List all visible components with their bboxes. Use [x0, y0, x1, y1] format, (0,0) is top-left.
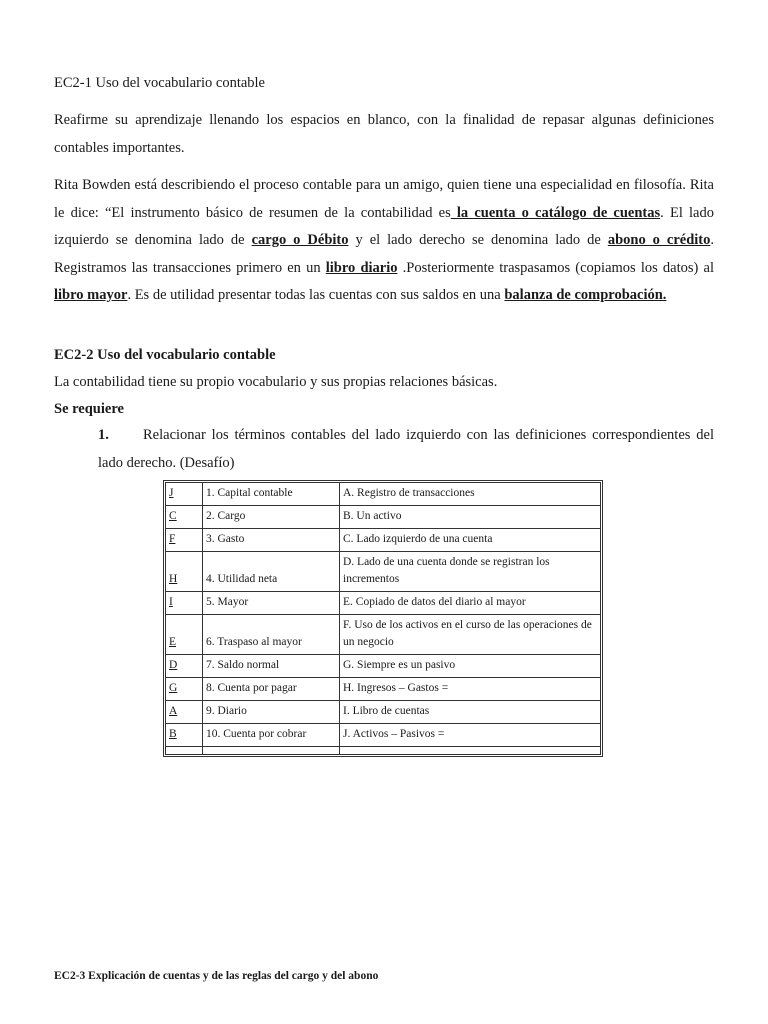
ec21-title: EC2-1 Uso del vocabulario contable	[54, 75, 265, 91]
ec22-title: EC2-2 Uso del vocabulario contable	[54, 347, 276, 363]
definition-cell: H. Ingresos – Gastos =	[340, 678, 600, 701]
answer-cell: A	[166, 701, 203, 724]
table-row	[166, 552, 600, 592]
table-row	[166, 655, 600, 678]
definition-cell: B. Un activo	[340, 506, 600, 529]
ec22-requirement: Se requiere	[54, 401, 124, 417]
ec21-answer-6: balanza de comprobación.	[504, 287, 667, 303]
answer-cell: I	[166, 592, 203, 615]
term-cell: 9. Diario	[203, 701, 340, 724]
ec21-answer-5: libro mayor	[54, 287, 128, 303]
table-row-empty	[166, 747, 600, 754]
answer-cell: C	[166, 506, 203, 529]
term-cell: 10. Cuenta por cobrar	[203, 724, 340, 747]
term-cell: 4. Utilidad neta	[203, 552, 340, 592]
table-row	[166, 529, 600, 552]
table-row	[166, 678, 600, 701]
empty-cell	[166, 747, 203, 754]
definition-cell: J. Activos – Pasivos =	[340, 724, 600, 747]
definition-cell: D. Lado de una cuenta donde se registran los incrementos	[340, 552, 600, 592]
term-cell: 3. Gasto	[203, 529, 340, 552]
matching-table	[163, 480, 603, 757]
answer-cell: B	[166, 724, 203, 747]
ec22-intro: La contabilidad tiene su propio vocabulario y sus propias relaciones básicas.	[54, 374, 498, 390]
ec21-text-f: . Es de utilidad presentar todas las cuentas con sus saldos en una	[127, 287, 505, 303]
definition-cell: A. Registro de transacciones	[340, 483, 600, 506]
term-cell: 5. Mayor	[203, 592, 340, 615]
table-row	[166, 615, 600, 655]
ec21-text-c: y el lado derecho se denomina lado de	[348, 232, 608, 248]
definition-cell: F. Uso de los activos en el curso de las operaciones de un negocio	[340, 615, 600, 655]
table-row	[166, 701, 600, 724]
term-cell: 8. Cuenta por pagar	[203, 678, 340, 701]
ec22-item-number: 1.	[98, 427, 109, 443]
term-cell: 7. Saldo normal	[203, 655, 340, 678]
ec21-intro: Reafirme su aprendizaje llenando los espacios en blanco, con la finalidad de repasar algunas definiciones contables importantes.	[54, 112, 714, 156]
answer-cell: F	[166, 529, 203, 552]
term-cell: 1. Capital contable	[203, 483, 340, 506]
answer-cell: J	[166, 483, 203, 506]
ec21-answer-1: la cuenta o catálogo de cuentas	[450, 204, 661, 221]
definition-cell: G. Siempre es un pasivo	[340, 655, 600, 678]
ec21-text-d: . Registramos las transacciones primero en un	[54, 232, 715, 276]
definition-cell: I. Libro de cuentas	[340, 701, 600, 724]
table-row	[166, 724, 600, 747]
answer-cell: E	[166, 615, 203, 655]
ec21-answer-4: libro diario	[325, 259, 398, 276]
empty-cell	[340, 747, 600, 754]
ec21-text-e: .Posteriormente traspasamos (copiamos los datos) al	[397, 259, 714, 276]
ec22-item-text: Relacionar los términos contables del lado izquierdo con las definiciones correspondientes del lado derecho. (Desafío)	[98, 427, 714, 471]
term-cell: 2. Cargo	[203, 506, 340, 529]
answer-cell: G	[166, 678, 203, 701]
ec21-text-a: Rita Bowden está describiendo el proceso contable para un amigo, quien tiene una especialidad en filosofía. Rita le dice: “El instrumento básico de resumen de la contabilidad es	[54, 177, 714, 221]
ec21-text-b: . El lado izquierdo se denomina lado de	[54, 204, 714, 248]
table-row	[166, 506, 600, 529]
definition-cell: C. Lado izquierdo de una cuenta	[340, 529, 600, 552]
table-row	[166, 483, 600, 506]
empty-cell	[203, 747, 340, 754]
ec21-paragraph	[54, 172, 714, 310]
ec21-answer-3: abono o crédito	[607, 232, 711, 248]
term-cell: 6. Traspaso al mayor	[203, 615, 340, 655]
table-row	[166, 592, 600, 615]
ec21-answer-2: cargo o Débito	[251, 232, 349, 248]
definition-cell: E. Copiado de datos del diario al mayor	[340, 592, 600, 615]
ec23-title: EC2-3 Explicación de cuentas y de las reglas del cargo y del abono	[54, 970, 379, 982]
answer-cell: H	[166, 552, 203, 592]
answer-cell: D	[166, 655, 203, 678]
